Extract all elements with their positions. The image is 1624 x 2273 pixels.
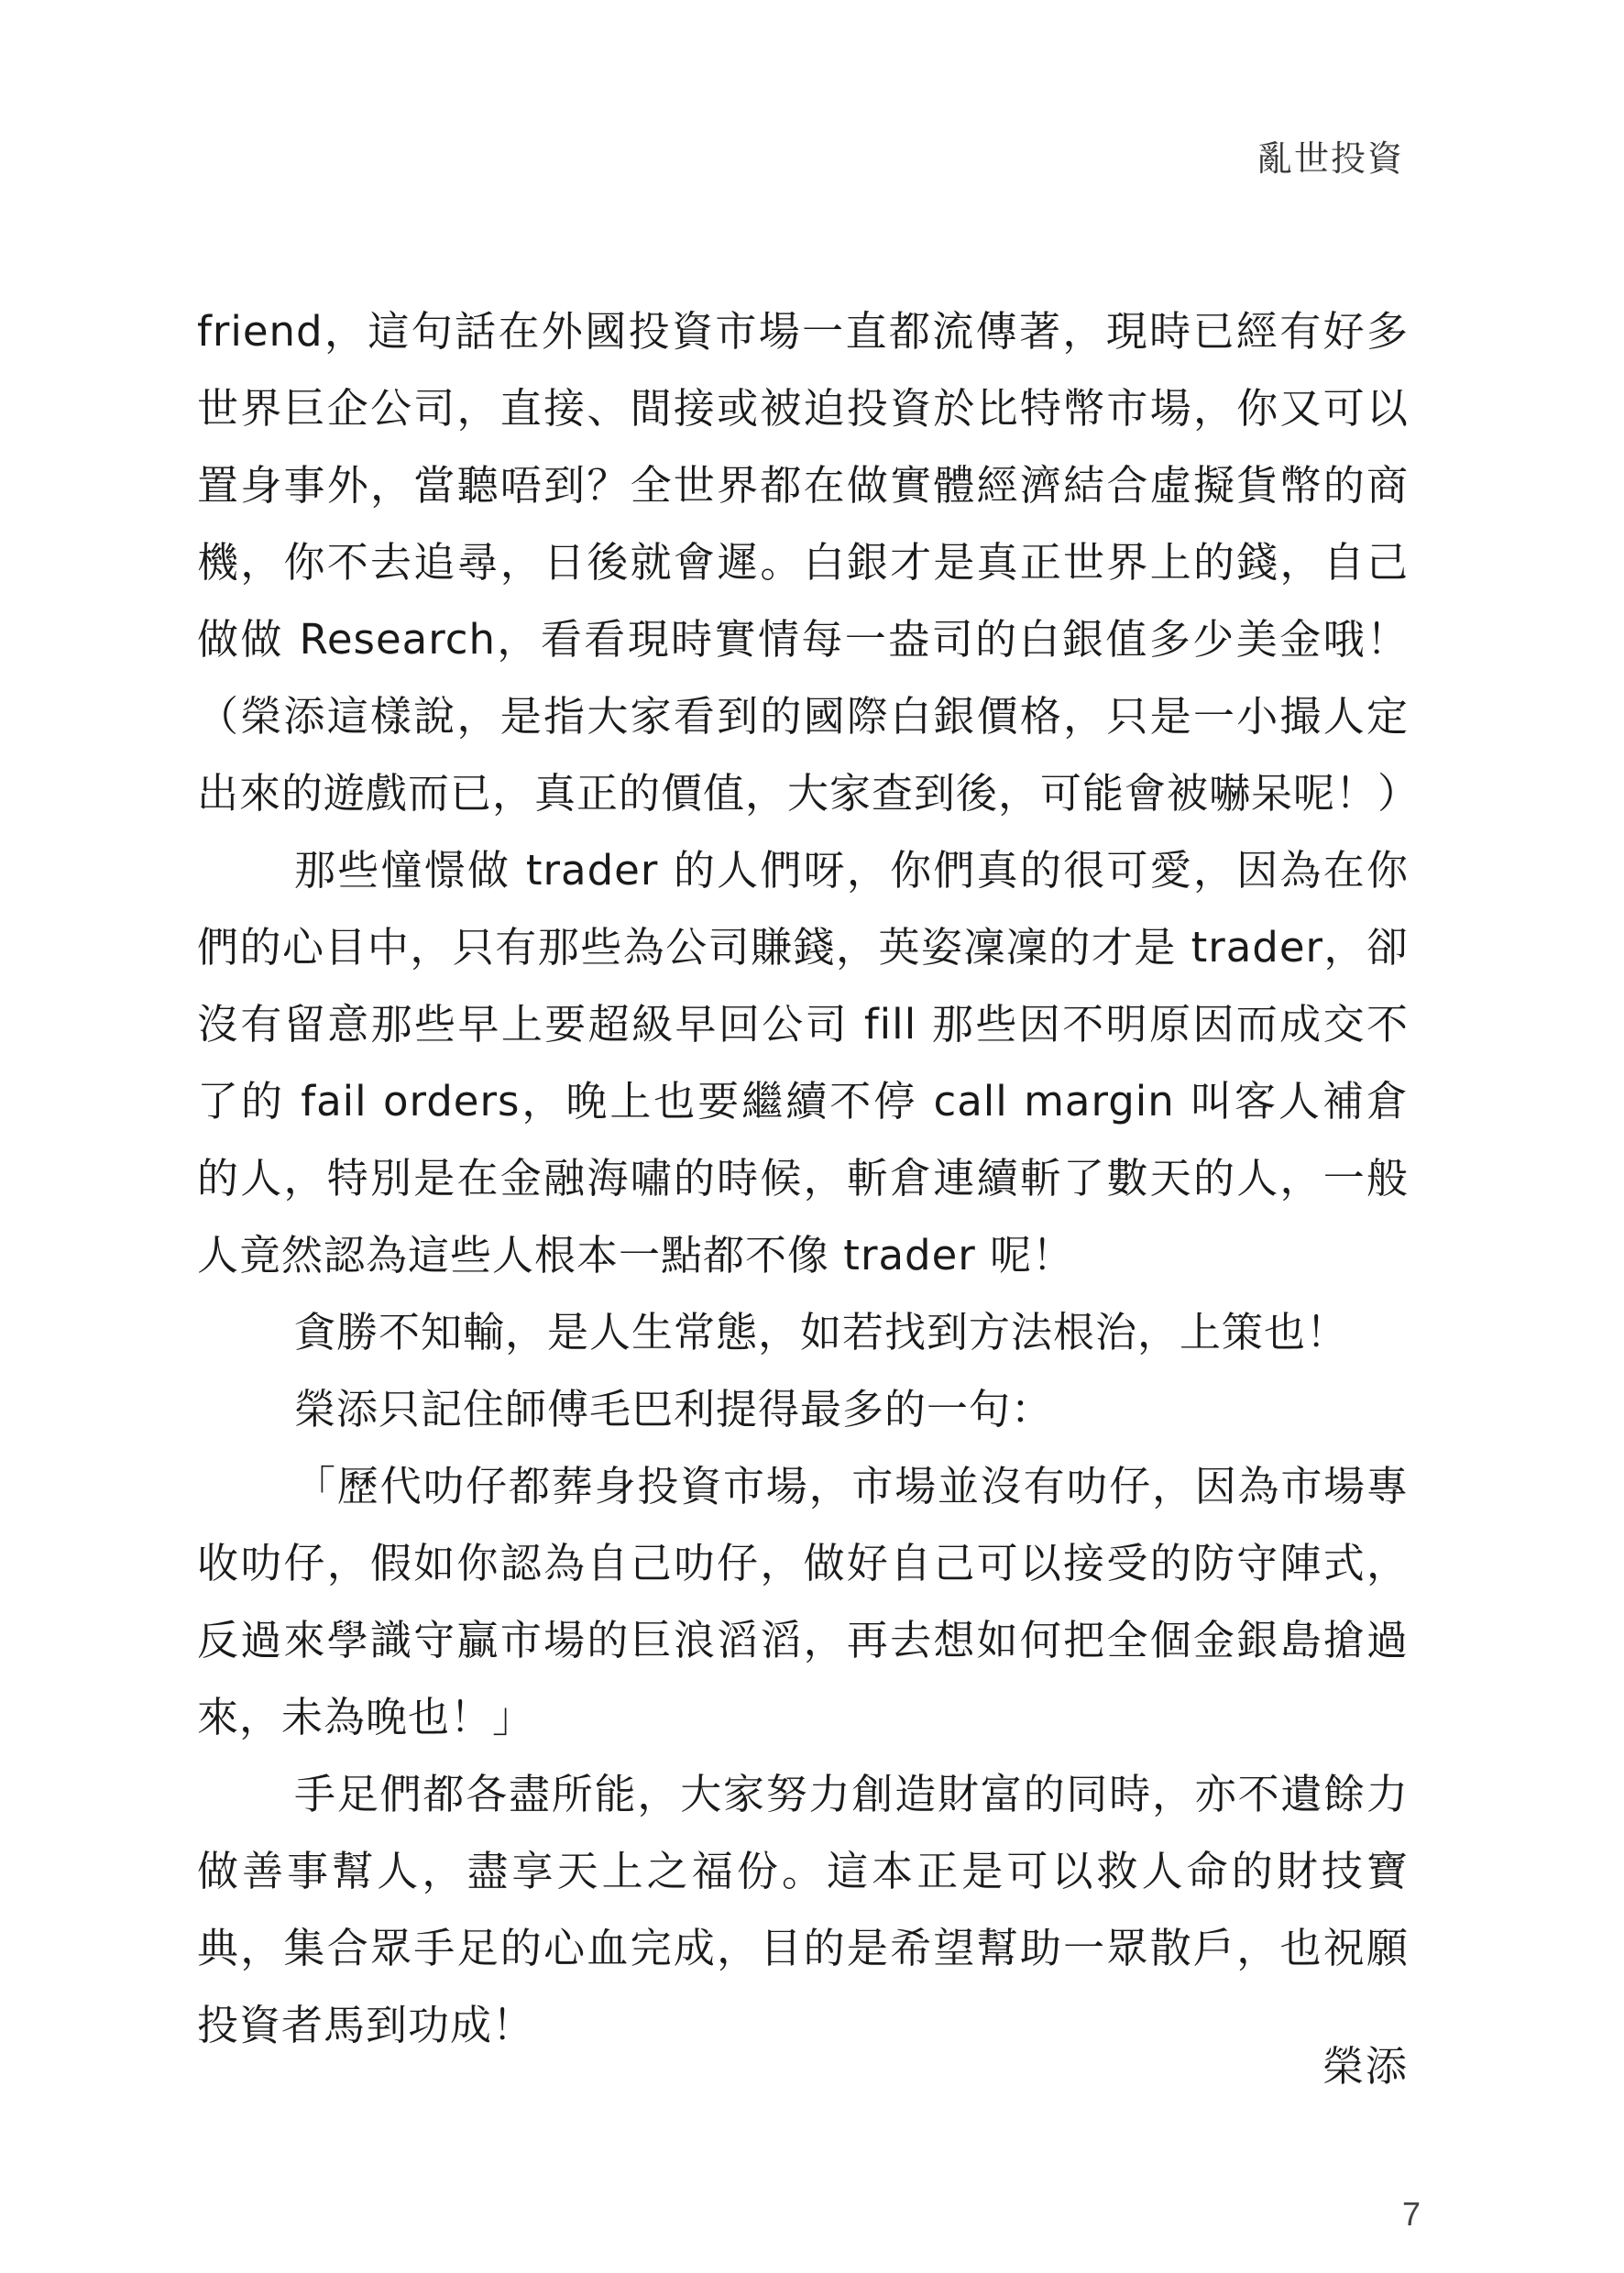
- paragraph: 貪勝不知輸，是人生常態，如若找到方法根治，上策也！: [294, 1308, 1349, 1356]
- running-header-title: 亂世投資: [1256, 138, 1404, 179]
- body-text: [197, 293, 1421, 2064]
- paragraph: friend，這句話在外國投資市場一直都流傳著，現時已經有好多世界巨企公司，直接、間接或被迫投資於比特幣市場，你又可以置身事外，當聽唔到？全世界都在做實體經濟結合虛擬貨幣的商機，你不去追尋，日後就會遲。白銀才是真正世界上的錢，自己做做 Research，看看現時實情每一盎司的白銀值多少美金哦！（榮添這樣說，是指大家看到的國際白銀價格，只是一小撮人定出來的遊戲而已，真正的價值，大家查到後，可能會被嚇呆呢！）: [197, 307, 1421, 818]
- author-signature: 榮添: [1322, 2042, 1409, 2091]
- paragraph: 「歷代叻仔都葬身投資市場，市場並沒有叻仔，因為市場專收叻仔，假如你認為自己叻仔，做好自己可以接受的防守陣式，反過來學識守贏市場的巨浪滔滔，再去想如何把全個金銀島搶過來，未為晚也！」: [197, 1462, 1409, 1741]
- paragraph: 手足們都各盡所能，大家努力創造財富的同時，亦不遺餘力做善事幫人，盡享天上之福份。這本正是可以救人命的財技寶典，集合眾手足的心血完成，目的是希望幫助一眾散戶，也祝願投資者馬到功成！: [197, 1770, 1409, 2049]
- page-number: 7: [1401, 2195, 1421, 2233]
- paragraph: 榮添只記住師傅毛巴利提得最多的一句：: [294, 1385, 1054, 1433]
- paragraph: 那些憧憬做 trader 的人們呀，你們真的很可愛，因為在你們的心目中，只有那些為公司賺錢，英姿凜凜的才是 trader，卻沒有留意那些早上要超級早回公司 fill 那些因不明原因而成交不了的 fail orders，晚上也要繼續不停 call margin 叫客人補倉的人，特別是在金融海嘯的時候，斬倉連續斬了數天的人，一般人竟然認為這些人根本一點都不像 trader 呢！: [197, 846, 1409, 1279]
